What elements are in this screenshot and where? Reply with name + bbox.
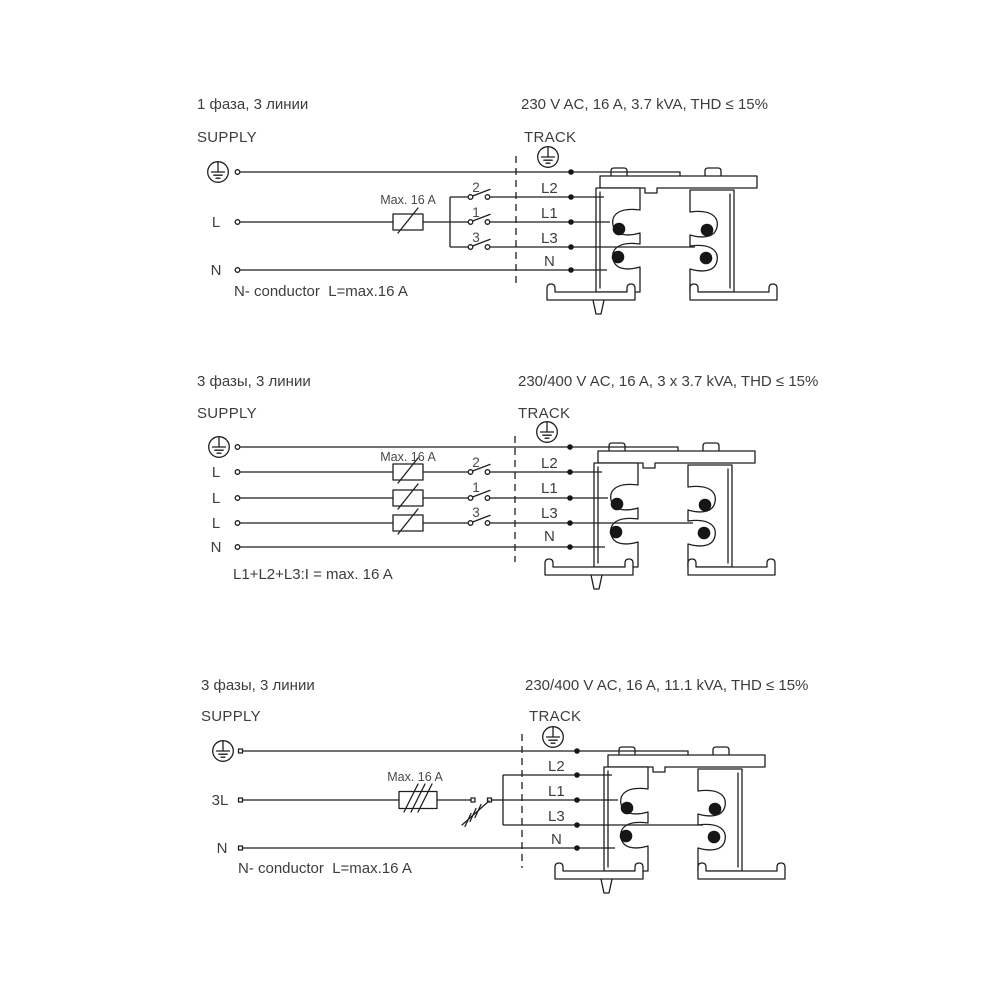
track-cross-section [545, 443, 775, 589]
supply-terminal-label: L [211, 490, 221, 507]
diagram1-title: 1 фаза, 3 линии [197, 96, 309, 113]
fuse-icon [393, 208, 423, 233]
track-conductor-label: L2 [541, 180, 558, 197]
diagram3-supply-label: SUPPLY [201, 708, 261, 725]
supply-terminal [235, 545, 240, 550]
diagram1-junction-dots [568, 169, 574, 273]
track-conductor-label: L2 [541, 455, 558, 472]
earth-ground-icon [209, 437, 230, 458]
switch-number: 2 [472, 180, 480, 195]
triple-fuse-icon [399, 784, 437, 812]
diagram2-supply-label: SUPPLY [197, 405, 257, 422]
supply-terminal-label: L [211, 214, 221, 231]
track-cross-section [555, 747, 785, 893]
track-earth-ground-icon [537, 422, 558, 443]
supply-terminal [235, 268, 240, 273]
diagram3-spec: 230/400 V AC, 16 A, 11.1 kVA, THD ≤ 15% [525, 677, 809, 694]
supply-terminal [239, 846, 243, 850]
diagram3-title: 3 фазы, 3 линии [201, 677, 315, 694]
earth-ground-icon [213, 741, 234, 762]
track-conductor-label: L1 [541, 205, 558, 222]
three-pole-switch-icon [462, 798, 492, 827]
track-conductor-label: L1 [548, 783, 565, 800]
switch-number: 1 [472, 205, 480, 220]
track-conductor-label: L3 [541, 230, 558, 247]
track-conductor-label: L3 [548, 808, 565, 825]
supply-terminal-label: L [211, 464, 221, 481]
supply-terminal [235, 220, 240, 225]
supply-terminal-label: N [216, 840, 228, 857]
track-conductor-label: N [544, 253, 555, 270]
earth-ground-icon [208, 162, 229, 183]
diagram3-junction-dots [574, 748, 580, 851]
track-earth-ground-icon [543, 727, 564, 748]
track-conductor-label: L3 [541, 505, 558, 522]
track-conductor-label: N [544, 528, 555, 545]
diagram2-title: 3 фазы, 3 линии [197, 373, 311, 390]
diagram2-note: L1+L2+L3:I = max. 16 A [233, 566, 393, 583]
diagram2-circuit [209, 422, 775, 589]
fuse-icon [393, 484, 423, 509]
diagram2-track-label: TRACK [518, 405, 571, 422]
supply-terminal [239, 798, 243, 802]
track-cross-section [547, 168, 777, 314]
fuse-rating-label: Max. 16 A [380, 193, 436, 207]
track-conductor-label: N [551, 831, 562, 848]
diagram1-spec: 230 V AC, 16 A, 3.7 kVA, THD ≤ 15% [521, 96, 768, 113]
track-earth-ground-icon [538, 147, 559, 168]
fuse-icon [393, 509, 423, 534]
supply-terminal [235, 445, 240, 450]
supply-terminal [235, 521, 240, 526]
switch-number: 3 [472, 230, 480, 245]
track-conductor-label: L1 [541, 480, 558, 497]
supply-terminal-label: 3L [211, 792, 229, 809]
diagram1-track-label: TRACK [524, 129, 577, 146]
switch-number: 1 [472, 480, 480, 495]
diagram3-track-label: TRACK [529, 708, 582, 725]
diagram1-note: N- conductor L=max.16 A [234, 283, 408, 300]
supply-terminal-label: N [210, 539, 222, 556]
fuse-rating-label: Max. 16 A [380, 450, 436, 464]
supply-terminal [235, 470, 240, 475]
supply-terminal-label: L [211, 515, 221, 532]
diagram3-circuit [212, 727, 785, 893]
diagram2-spec: 230/400 V AC, 16 A, 3 x 3.7 kVA, THD ≤ 15% [518, 373, 819, 390]
diagram1-supply-label: SUPPLY [197, 129, 257, 146]
switch-number: 3 [472, 505, 480, 520]
supply-terminal [239, 749, 243, 753]
switch-number: 2 [472, 455, 480, 470]
diagram3-note: N- conductor L=max.16 A [238, 860, 412, 877]
supply-terminal-label: N [210, 262, 222, 279]
diagram2-junction-dots [567, 444, 573, 550]
fuse-rating-label: Max. 16 A [387, 770, 443, 784]
supply-terminal [235, 496, 240, 501]
track-conductor-label: L2 [548, 758, 565, 775]
diagram1-circuit [208, 147, 777, 314]
supply-terminal [235, 170, 240, 175]
